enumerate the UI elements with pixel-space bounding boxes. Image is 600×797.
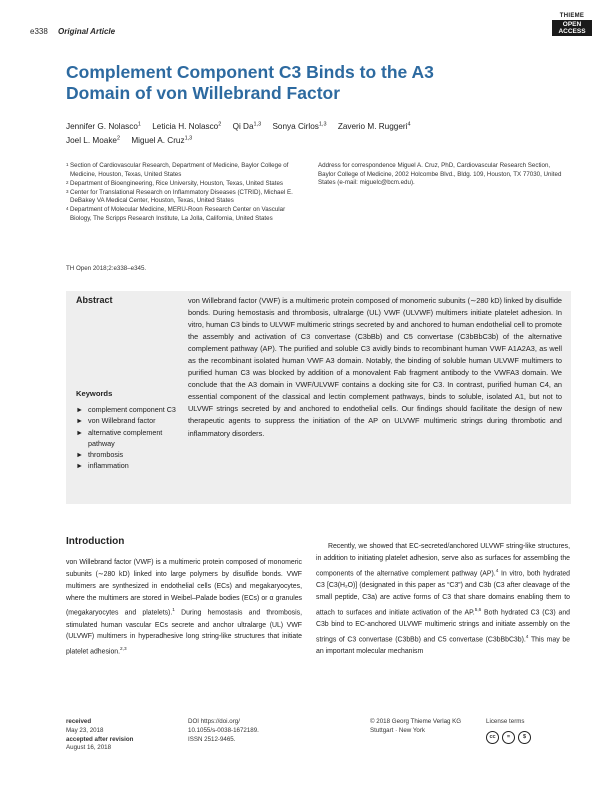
license-info (486, 718, 531, 744)
author: Zaverio M. Ruggeri$^4$ (337, 121, 411, 131)
section-heading: Introduction (66, 536, 125, 547)
keywords-list (76, 404, 188, 472)
article-type: Original Article (58, 27, 116, 36)
running-header (30, 27, 115, 36)
article-title: Complement Component C3 Binds to the A3 Domain of von Willebrand Factor (66, 62, 434, 103)
keywords-label: Keywords (76, 389, 113, 398)
affiliation: 3 Center for Translational Research on Inflammatory Diseases (CTRID), Michael E. DeBakey VA Medical Center, Houston, Texas, United States (66, 188, 293, 205)
author: Qi Da$^{1,3}$ (232, 121, 262, 131)
author: Jennifer G. Nolasco$^1$ (66, 121, 141, 131)
cc-icon: cc (486, 731, 499, 744)
thieme-open-access-logo: THIEME OPEN ACCESS (552, 13, 592, 36)
copyright-info: © 2018 Georg Thieme Verlag KG Stuttgart · New York (370, 718, 462, 734)
abstract-text: von Willebrand factor (VWF) is a multimeric protein composed of monomeric subunits (∼280 kD) linked by disulfide bonds. During hemostasis and thrombosis, ultralarge (UL) VWF (ULVWF) multimers initiate platelet adhesion. In vitro, human C3 binds to ULVWF multimeric strings secreted by and anchored to human endothelial cell to promote the assembly and activation of C3 convertase (C3bBb) and C5 convertase (C3bBbC3b) of the alternative complement pathway (AP). The purified and soluble C3 avidly binds to recombinant human VWF A1A2A3, as well as the recombinant isolated human VWF A3 domain. Notably, the binding of soluble human ULVWF multimers to purified human C3 was blocked by addition of a monovalent Fab fragment antibody to the VWFA3 domain. We conclude that the A3 domain in VWF/ULVWF contains a docking site for C3. In contrast, purified human C4, an essential component of the classical and lectin complement pathways, binds to soluble, isolated A1, but not to ULVWF strings secreted by and anchored to endothelial cells. Our findings should facilitate the design of new therapeutic agents to suppress the initiation of the AP on ULVWF multimeric strings during thrombotic and inflammatory disorders. (188, 296, 562, 438)
affiliation: 1 Section of Cardiovascular Research, Department of Medicine, Baylor College of Medicine, Houston, Texas, United States (66, 162, 289, 178)
intro-paragraph: von Willebrand factor (VWF) is a multimeric protein composed of monomeric subunits (∼280 kD) linked into large polymers by disulfide bonds. VWF multimers are synthesized in endothelial cells (ECs) and megakaryocytes, where the multimers are stored in Weibel–Palade bodies (ECs) or α granules (megakaryocytes and platelets).$^1$ During hemostasis and thrombosis, stimulated human vascular ECs secrete and anchor ultralarge (UL) VWF (ULVWF) multimers in hyperadhesive long string-like structures that initiate platelet adhesion.$^{2,3}$ (66, 559, 302, 656)
author-list (66, 118, 536, 147)
author: Joel L. Moake$^2$ (66, 135, 121, 146)
keyword-item: ► complement component C3 (76, 405, 176, 414)
received-dates: received May 23, 2018 accepted after revision August 16, 2018 (66, 718, 134, 752)
cc-license-icons (486, 731, 531, 744)
correspondence-address: Address for correspondence Miguel A. Cruz, PhD, Cardiovascular Research Section, Baylor College of Medicine, 2002 Holcombe Blvd., Bldg. 109, Houston, TX 77030, United States (e-mail: miguelc@bcm.edu). (318, 162, 562, 187)
journal-citation: TH Open 2018;2:e338–e345. (66, 265, 147, 272)
abstract-label: Abstract (76, 295, 113, 305)
affiliations (66, 162, 306, 224)
page-number: e338 (30, 27, 48, 36)
keyword-item: ► alternative complement pathway (76, 427, 163, 448)
affiliation: 4 Department of Molecular Medicine, MERU-Roon Research Center on Vascular Biology, The Scripps Research Institute, La Jolla, California, United States (66, 206, 286, 223)
keyword-item: ► von Willebrand factor (76, 416, 156, 426)
non-commercial-icon: $ (518, 731, 531, 744)
no-derivatives-icon: = (502, 731, 515, 744)
author: Sonya Cirlos$^{1,3}$ (272, 121, 327, 131)
author: Miguel A. Cruz$^{1,3}$ (131, 135, 193, 146)
license-terms-link[interactable]: License terms (486, 718, 525, 725)
doi-link[interactable]: DOI https://doi.org/ (188, 718, 240, 725)
doi-info: DOI https://doi.org/ 10.1055/s-0038-1672189. ISSN 2512-9465. (188, 718, 259, 743)
keyword-item: ► thrombosis (76, 450, 124, 460)
intro-paragraph-right: Recently, we showed that EC-secreted/anchored ULVWF string-like structures, in addition to initiating platelet adhesion, serve also as surfaces for assembling the components of the alternative complement pathway (AP).$^4$ In vitro, both hydrated C3 [C3(H₂O)] (designated in this paper as “C3”) and C3b (C3 after cleavage of the small peptide, C3a) are active forms of C3 that share domains enabling them to attach to surfaces and initiate activation of the AP.$^{5,6}$ Both hydrated C3 (C3) and C3b bind to EC-anchored ULVWF multimeric strings and initiate assembly on the strings of C3 convertase (C3bBb) and C5 convertase (C3bBbC3b).$^4$ This may be an important molecular mechanism (316, 543, 570, 655)
affiliation: 2 Department of Bioengineering, Rice University, Houston, Texas, United States (66, 179, 284, 187)
keyword-item: ► inflammation (76, 461, 129, 471)
author: Leticia H. Nolasco$^2$ (152, 121, 222, 131)
